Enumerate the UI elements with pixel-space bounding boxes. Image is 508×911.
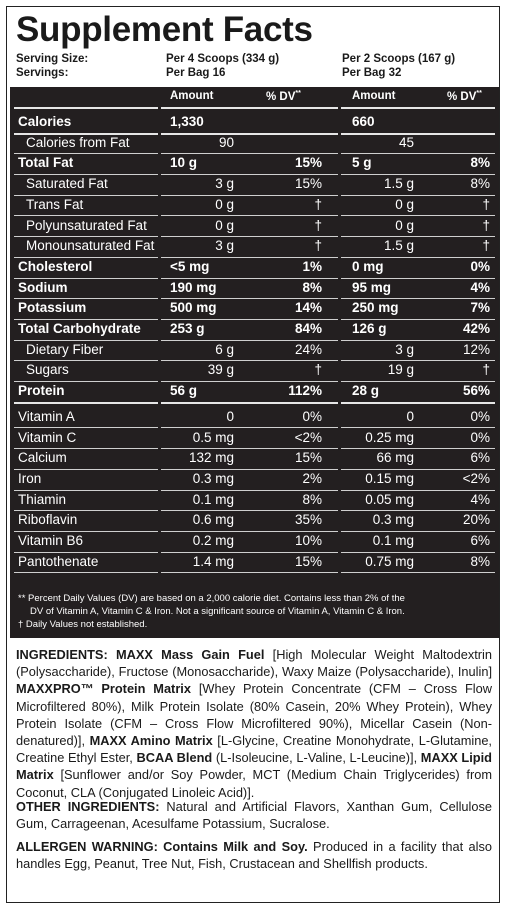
- col1-amount: 3 g: [215, 176, 234, 192]
- col1-dv: †: [314, 238, 322, 254]
- col2-servings: Per Bag 32: [342, 67, 402, 79]
- col2-amount: 0 g: [395, 217, 414, 233]
- col2-dv: 0%: [470, 408, 490, 424]
- col1-dv: 15%: [294, 553, 322, 569]
- nutrient-name: Riboflavin: [18, 512, 78, 528]
- col1-amount: 90: [218, 134, 234, 150]
- nutrient-name: Thiamin: [18, 491, 67, 507]
- col1-amount: 0.1 mg: [192, 491, 234, 507]
- col2-dv: 56%: [462, 383, 490, 399]
- col2-dv-label: % DV: [447, 90, 477, 103]
- servings-label: Servings:: [16, 67, 69, 79]
- col2-amount: 0.15 mg: [365, 470, 414, 486]
- footnote-line-1: ** Percent Daily Values (DV) are based on a 2,000 calorie diet. Contains less than 2% of the: [18, 593, 405, 604]
- lipid-matrix-label: MAXX Lipid Matrix: [16, 750, 492, 783]
- col1-amount: <5 mg: [170, 258, 210, 274]
- col2-amount: 0.75 mg: [365, 553, 414, 569]
- col2-dv: 8%: [470, 155, 490, 171]
- col2-dv: †: [482, 238, 490, 254]
- column-gap-2: [338, 87, 341, 582]
- other-ingredients-paragraph: [16, 798, 492, 832]
- col2-amount: 126 g: [352, 321, 387, 336]
- col1-dv: 15%: [294, 176, 322, 192]
- col2-amount: 0.3 mg: [372, 512, 414, 528]
- lipid-matrix-text: [Sunflower and/or Soy Powder, MCT (Medium Chain Triglycerides) from Coconut, CLA (Conjugated Linoleic Acid)].: [16, 767, 492, 800]
- nutrient-name: Protein: [18, 383, 65, 399]
- nutrient-name: Sodium: [18, 279, 68, 295]
- mass-gain-fuel-label: MAXX Mass Gain Fuel: [115, 647, 265, 662]
- protein-matrix-text: [Whey Protein Concentrate (CFM – Cross Flow Microfiltered 80%), Milk Protein Isolate (80% Casein, 20% Whey Protein), Whey Protein Isolate (CFM – Cross Flow Microfiltered 90%), Micellar Casein (Non-denatured)],: [16, 681, 492, 749]
- nutrient-name: Calcium: [18, 450, 67, 466]
- col1-amount: 0.3 mg: [192, 470, 234, 486]
- col1-dv: 35%: [294, 512, 322, 528]
- col2-dv: †: [482, 217, 490, 233]
- col2-amount: 95 mg: [352, 279, 392, 295]
- col2-amount: 5 g: [352, 155, 372, 171]
- col1-amount: 1.4 mg: [192, 553, 234, 569]
- col2-serving-size: Per 2 Scoops (167 g): [342, 53, 456, 65]
- col1-amount: 39 g: [207, 362, 234, 378]
- col1-dv: 14%: [294, 300, 322, 316]
- col2-dv: †: [482, 196, 490, 212]
- amino-matrix-label: MAXX Amino Matrix: [89, 733, 213, 749]
- col2-dv: 8%: [470, 553, 490, 569]
- nutrient-name: Cholesterol: [18, 258, 93, 274]
- header-rule: [14, 107, 495, 109]
- col1-dv: 2%: [302, 470, 322, 486]
- serving-size-label: Serving Size:: [16, 53, 89, 65]
- col2-amount: 0.05 mg: [365, 491, 414, 507]
- col2-amount: 0 g: [395, 196, 414, 212]
- col1-amount: 0 g: [215, 196, 234, 212]
- col1-dv: 112%: [288, 383, 322, 399]
- nutrient-name: Vitamin C: [18, 429, 77, 445]
- nutrient-name: Total Carbohydrate: [18, 321, 141, 336]
- col2-amount: 250 mg: [352, 300, 399, 316]
- col1-amount: 190 mg: [170, 279, 217, 295]
- nutrient-name: Calories from Fat: [26, 134, 130, 150]
- col2-dv: 6%: [470, 533, 490, 548]
- col1-dv: 10%: [294, 533, 322, 548]
- column-gap-1: [158, 87, 161, 582]
- bcaa-blend-text: (L-Isoleucine, L-Valine, L-Leucine)],: [212, 750, 421, 766]
- page-title: Supplement Facts: [16, 10, 313, 49]
- footnote-line-2: DV of Vitamin A, Vitamin C & Iron. Not a significant source of Vitamin A, Vitamin C & Iron.: [30, 606, 405, 617]
- col2-dv: 8%: [470, 176, 490, 192]
- col1-amount: 0: [226, 408, 234, 424]
- col2-dv: 4%: [470, 279, 490, 295]
- col2-dv: 0%: [470, 429, 490, 445]
- col2-amount: 3 g: [395, 341, 414, 357]
- col1-amount: 10 g: [170, 155, 198, 171]
- nutrient-name: Sugars: [26, 362, 69, 378]
- col2-amount: 28 g: [352, 383, 380, 399]
- col1-amount: 500 mg: [170, 300, 217, 316]
- allergen-paragraph: [16, 838, 492, 872]
- col2-dv: <2%: [462, 470, 490, 486]
- col1-dv: 8%: [302, 279, 322, 295]
- col2-dv: 20%: [462, 512, 490, 528]
- col2-amount: 0.25 mg: [365, 429, 414, 445]
- other-ingredients-text: Natural and Artificial Flavors, Xanthan Gum, Cellulose Gum, Carrageenan, Acesulfame Potassium, Sucralose.: [16, 799, 492, 832]
- col2-amount: 0.1 mg: [372, 533, 414, 548]
- col1-dv: †: [314, 196, 322, 212]
- col2-amount: 19 g: [387, 362, 414, 378]
- col1-servings: Per Bag 16: [166, 67, 226, 79]
- col2-amount-header: Amount: [352, 90, 396, 102]
- col1-dv: <2%: [294, 429, 322, 445]
- supplement-facts-panel: [10, 87, 499, 638]
- col2-amount: 45: [398, 134, 414, 150]
- row-divider: [14, 572, 495, 573]
- ingredients-paragraph: [16, 646, 492, 801]
- nutrient-name: Calories: [18, 114, 72, 129]
- other-ingredients-label: OTHER INGREDIENTS:: [16, 799, 160, 814]
- nutrient-name: Saturated Fat: [26, 176, 108, 192]
- row-divider: [14, 402, 495, 404]
- nutrient-name: Iron: [18, 470, 42, 486]
- protein-matrix-label: MAXXPRO™ Protein Matrix: [16, 681, 191, 697]
- col2-amount: 1.5 g: [383, 238, 414, 254]
- nutrient-name: Polyunsaturated Fat: [26, 217, 147, 233]
- col2-dv: 7%: [470, 300, 490, 316]
- nutrient-name: Total Fat: [18, 155, 74, 171]
- nutrient-name: Dietary Fiber: [26, 341, 104, 357]
- col1-dv: †: [314, 217, 322, 233]
- col1-dv-header: [266, 90, 301, 103]
- col2-dv-header: [447, 90, 482, 103]
- col1-amount: 253 g: [170, 321, 205, 336]
- col2-dv: 6%: [470, 450, 490, 466]
- allergen-label: ALLERGEN WARNING: Contains Milk and Soy.: [16, 839, 308, 854]
- col1-dv: 0%: [302, 408, 322, 424]
- col2-dv: 0%: [470, 258, 490, 274]
- col1-dv: 15%: [294, 450, 322, 466]
- nutrient-name: Monounsaturated Fat: [26, 238, 155, 254]
- col1-amount-header: Amount: [170, 90, 214, 102]
- nutrient-name: Potassium: [18, 300, 87, 316]
- col2-dv-mark: **: [476, 90, 482, 97]
- col1-dv: 84%: [294, 321, 322, 336]
- col1-amount: 0.2 mg: [192, 533, 234, 548]
- col1-amount: 0.5 mg: [192, 429, 234, 445]
- col2-dv: 42%: [462, 321, 490, 336]
- col1-dv: 8%: [302, 491, 322, 507]
- nutrient-name: Vitamin A: [18, 408, 75, 424]
- col1-amount: 1,330: [170, 114, 204, 129]
- col2-dv: 4%: [470, 491, 490, 507]
- allergen-text: Produced in a facility that also handles Egg, Peanut, Tree Nut, Fish, Crustacean and Shellfish products.: [16, 839, 492, 872]
- bcaa-blend-label: BCAA Blend: [136, 750, 213, 766]
- col1-dv: 15%: [294, 155, 322, 171]
- col2-dv: †: [482, 362, 490, 378]
- col1-amount: 132 mg: [188, 450, 234, 466]
- col2-amount: 0 mg: [352, 258, 384, 274]
- nutrient-name: Vitamin B6: [18, 533, 84, 548]
- col2-dv: 12%: [462, 341, 490, 357]
- nutrient-name: Pantothenate: [18, 553, 99, 569]
- col1-amount: 3 g: [215, 238, 234, 254]
- col1-amount: 6 g: [215, 341, 234, 357]
- col1-amount: 0.6 mg: [192, 512, 234, 528]
- amino-matrix-text: [L-Glycine, Creatine Monohydrate, L-Glutamine, Creatine Ethyl Ester,: [16, 733, 492, 766]
- col2-amount: 1.5 g: [383, 176, 414, 192]
- col1-dv-mark: **: [295, 90, 301, 97]
- col1-serving-size: Per 4 Scoops (334 g): [166, 53, 280, 65]
- col1-amount: 0 g: [215, 217, 234, 233]
- footnote-line-3: † Daily Values not established.: [18, 619, 148, 630]
- col1-dv: 24%: [294, 341, 322, 357]
- nutrient-name: Trans Fat: [26, 196, 84, 212]
- col1-amount: 56 g: [170, 383, 198, 399]
- col1-dv: 1%: [302, 258, 322, 274]
- ingredients-label: INGREDIENTS:: [16, 647, 108, 662]
- col1-dv: †: [314, 362, 322, 378]
- col2-amount: 66 mg: [376, 450, 414, 466]
- mass-gain-fuel-text: [High Molecular Weight Maltodextrin (Polysaccharide), Fructose (Monosaccharide), Waxy Maize (Polysaccharide), Inulin]: [16, 647, 493, 680]
- col2-amount: 0: [406, 408, 414, 424]
- col1-dv-label: % DV: [266, 90, 296, 103]
- col2-amount: 660: [352, 114, 375, 129]
